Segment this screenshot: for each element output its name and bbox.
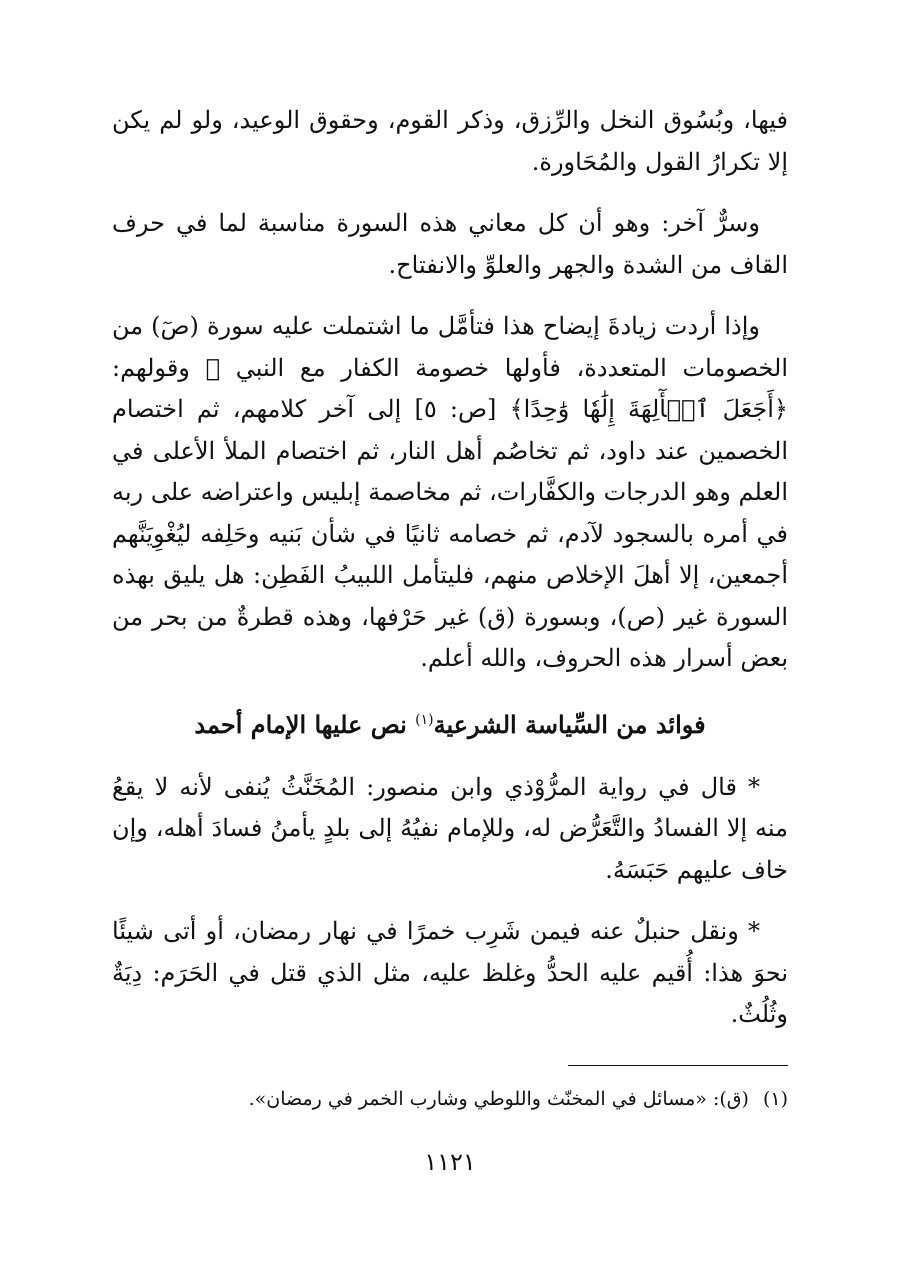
footnote-divider (568, 1065, 788, 1066)
paragraph-ramadan-wine: * ونقل حنبلٌ عنه فيمن شَرِب خمرًا في نهار رمضان، أو أتى شيئًا نحوَ هذا: أُقيم عليه الحدُّ وغلظ عليه، مثل الذي قتل في الحَرَم: دِيَةٌ وثُلُثٌ. (112, 917, 788, 1028)
paragraph-mukhannath: * قال في رواية المرُّوْذي وابن منصور: المُخَنَّثُ يُنفى لأنه لا يقعُ منه إلا الفسادُ والتَّعَرُّض له، وللإمام نفيُهُ إلى بلدٍ يأمنُ فسادَ أهله، وإن خاف عليهم حَبَسَهُ. (112, 772, 788, 884)
paragraph-qaf-secret: وسرٌّ آخر: وهو أن كل معاني هذه السورة مناسبة لما في حرف القاف من الشدة والجهر والعلوِّ والانفتاح. (112, 209, 788, 279)
paragraph-sad-disputes: وإذا أردت زيادةَ إيضاح هذا فتأمَّل ما اشتملت عليه سورة (صٓ) من الخصومات المتعددة، فأولها خصومة الكفار مع النبي ﷺ وقولهم: ﴿أَجَعَلَ ٱلۡأٓلِهَةَ إِلَٰهٗا وَٰحِدًا﴾ [ص: ٥] إلى آخر كلامهم، ثم اختصام الخصمين عند داود، ثم تخاصُم أهل النار، ثم اختصام الملأ الأعلى في العلم وهو الدرجات والكفَّارات، ثم مخاصمة إبليس واعتراضه على ربه في أمره بالسجود لآدم، ثم خصامه ثانيًا في شأن بَنيه وحَلِفه ليُغْوِيَنَّهم أجمعين، إلا أهلَ الإخلاص منهم، فليتأمل اللبيبُ الفَطِن: هل يليق بهذه السورة غير (ص)، وبسورة (ق) غير حَرْفها، وهذه قطرةٌ من بحر من بعض أسرار هذه الحروف، والله أعلم. (112, 312, 789, 672)
page-body (112, 100, 788, 1056)
paragraph-continuation: فيها، وبُسُوق النخل والرِّزق، وذكر القوم، وحقوق الوعيد، ولو لم يكن إلا تكرارُ القول والمُحَاورة. (112, 106, 788, 176)
section-heading (112, 700, 788, 745)
footnote-number: (١) (762, 1088, 788, 1110)
footnote (112, 1084, 788, 1114)
page-number: ١١٢١ (424, 1148, 476, 1176)
heading-text-before: فوائد من السِّياسة الشرعية (433, 709, 706, 739)
footnote-marker[interactable]: (١) (415, 711, 434, 728)
heading-text-after: نص عليها الإمام أحمد (194, 709, 416, 739)
footnote-text: (ق): «مسائل في المخنّث واللوطي وشارب الخمر في رمضان». (248, 1088, 749, 1110)
